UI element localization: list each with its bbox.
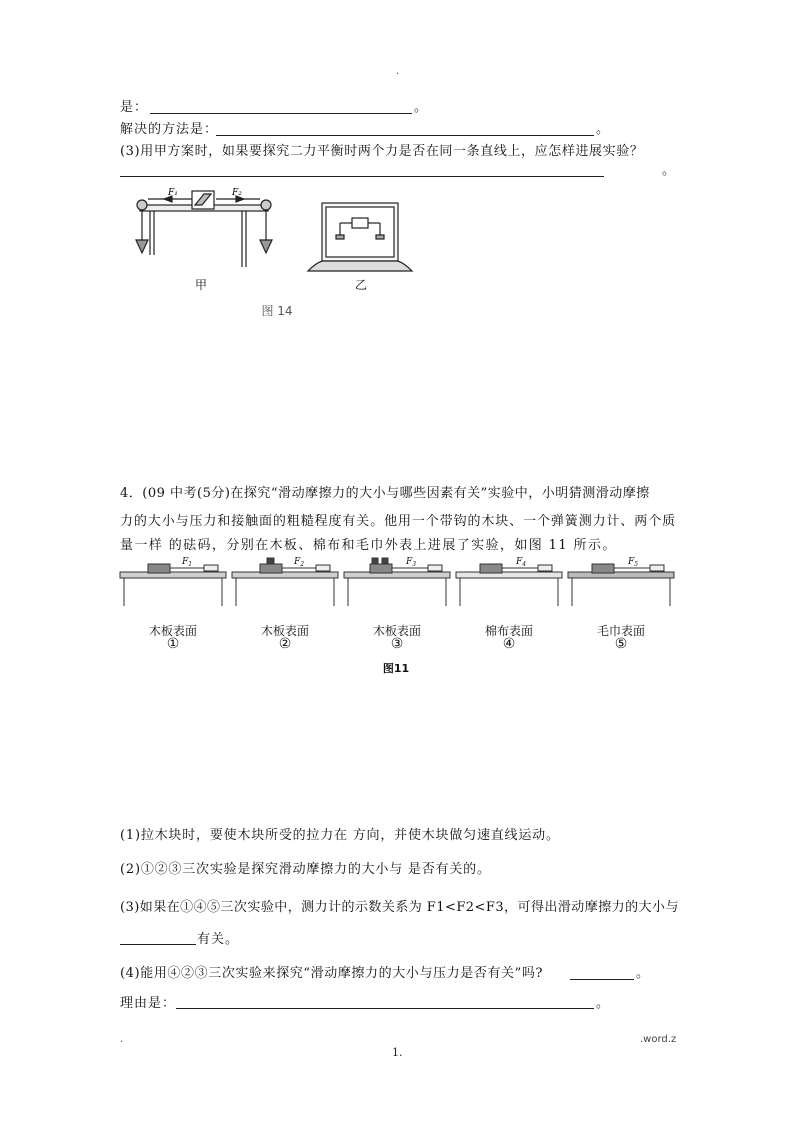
question-3-text: (3)用甲方案时，如果要探究二力平衡时两个力是否在同一条直线上，应怎样进展实验？ [120, 144, 644, 159]
panel-3-force-label: $F_3$ [406, 557, 417, 568]
header-dot: . [396, 66, 400, 77]
panel-4-number: ④ [502, 636, 516, 652]
answer-blank-1[interactable] [150, 113, 412, 114]
panel-2-drawing [232, 558, 338, 606]
sub-question-4-blank[interactable] [570, 979, 634, 980]
footer-left-dot: . [120, 1034, 124, 1045]
force-f2-label: F₂ [232, 188, 242, 198]
panel-3-drawing [344, 558, 450, 606]
sub-question-1: (1)拉木块时，要使木块所受的拉力在 方向，并使木块做匀速直线运动。 [120, 828, 560, 843]
panel-5-drawing [568, 564, 674, 606]
sub-question-2: (2)①②③三次实验是探究滑动摩擦力的大小与 是否有关的。 [120, 862, 491, 877]
reason-end: 。 [596, 996, 611, 1011]
sub-question-4: (4)能用④②③三次实验来探究“滑动摩擦力的大小与压力是否有关”吗? [120, 966, 544, 981]
solution-line-prefix: 解决的方法是： [120, 122, 219, 137]
panel-3-surface: 木板表面 [372, 624, 421, 638]
sub-question-3: (3)如果在①④⑤三次实验中，测力计的示数关系为 F1<F2<F3，可得出滑动摩擦力的大小与 [120, 900, 679, 915]
figure-11 [118, 556, 678, 676]
sub-question-4-end: 。 [636, 966, 651, 981]
solution-line-end: 。 [596, 122, 611, 137]
answer-line-1-end: 。 [414, 100, 429, 115]
answer-line-1-prefix: 是： [120, 100, 149, 115]
panel-2-force-label: $F_2$ [294, 557, 305, 568]
panel-5-force-label: $F_5$ [628, 557, 639, 568]
page-number: 1. [392, 1046, 403, 1059]
panel-1-drawing [120, 564, 226, 606]
figure-14-caption: 图 14 [261, 304, 293, 318]
panel-1-number: ① [166, 636, 180, 652]
question-4-line-1: 4．(09 中考(5分)在探究“滑动摩擦力的大小与哪些因素有关”实验中，小明猜测滑动摩擦 [120, 486, 650, 501]
question-3-blank[interactable] [120, 176, 604, 177]
reason-prefix: 理由是： [120, 996, 177, 1011]
question-4-line-3: 量一样 的砝码，分别在木板、棉布和毛巾外表上进展了实验，如图 11 所示。 [120, 538, 617, 553]
sub-question-3-blank[interactable] [120, 944, 196, 945]
panel-1-surface: 木板表面 [148, 624, 197, 638]
board-apparatus-yi [308, 203, 412, 271]
panel-2-number: ② [278, 636, 292, 652]
question-4-line-2: 力的大小与压力和接触面的粗糙程度有关。他用一个带钩的木块、一个弹簧测力计、两个质 [120, 514, 677, 529]
figure-11-drawings [118, 556, 678, 620]
panel-3-number: ③ [390, 636, 404, 652]
sub-question-3-end: 有关。 [197, 932, 240, 947]
figure-label-yi: 乙 [354, 278, 367, 292]
question-3-end: 。 [662, 163, 677, 178]
panel-5-number: ⑤ [614, 636, 628, 652]
panel-4-surface: 棉布表面 [484, 624, 533, 638]
force-f1-label: F₁ [168, 188, 178, 198]
panel-4-drawing [456, 564, 562, 606]
figure-label-jia: 甲 [194, 278, 207, 292]
panel-4-force-label: $F_4$ [516, 557, 527, 568]
table-apparatus-jia [136, 191, 272, 267]
figure-14-diagrams [128, 185, 428, 285]
panel-1-force-label: $F_1$ [182, 557, 193, 568]
panel-2-surface: 木板表面 [260, 624, 309, 638]
reason-blank[interactable] [176, 1008, 594, 1009]
footer-watermark: .word.z [640, 1034, 677, 1045]
solution-blank[interactable] [216, 135, 594, 136]
panel-5-surface: 毛巾表面 [596, 624, 645, 638]
figure-11-caption: 图11 [382, 662, 410, 675]
